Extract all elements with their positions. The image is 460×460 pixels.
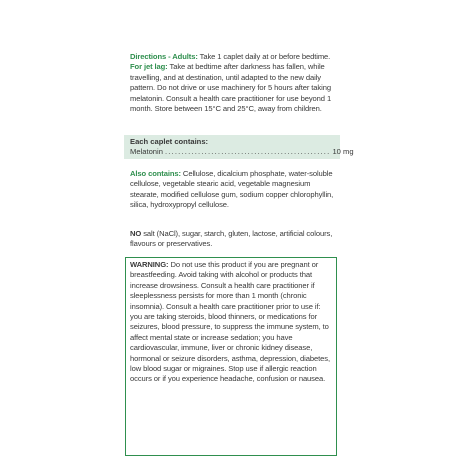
also-contains-text: Cellulose, dicalcium phosphate, water-soluble cellulose, vegetable stearic acid, vegetable magnesium stearate, modified cellulose gum, sodium copper chlorophyllin, silica, hydroxypropyl cellulose.: [130, 169, 334, 210]
also-contains-heading: Also contains:: [130, 169, 181, 178]
also-contains-paragraph: [130, 169, 336, 211]
warning-heading: WARNING:: [130, 260, 169, 269]
directions-text: Take 1 caplet daily at or before bedtime.: [197, 52, 331, 61]
free-from-heading: NO: [130, 229, 142, 238]
warning-paragraph: [130, 260, 334, 385]
ingredient-row: [130, 147, 354, 156]
warning-text: Do not use this product if you are pregnant or breastfeeding. Avoid taking with alcohol or products that increase drowsiness. Consult a health care practitioner if sleeplessness persists for more than 1 month (chronic insomnia). Consult a health care practitioner prior to use if: you are taking steroids, blood thinners, or medications for seizures, blood pressure, to suppress the immune system, to affect mental state or increase sedation; you have cardiovascular, immune, liver or chronic kidney disease, hormonal or seizure disorders, asthma, depression, diabetes, low blood sugar or migraines. Stop use if allergic reaction occurs or if you experience headache, confusion or nausea.: [130, 260, 330, 384]
jet-lag-heading: For jet lag:: [130, 62, 168, 72]
caplet-contents-band: [124, 135, 354, 159]
free-from-text: salt (NaCl), sugar, starch, gluten, lactose, artificial colours, flavours or preservatives.: [130, 229, 333, 249]
free-from-paragraph: [130, 229, 336, 250]
caplet-contents-title: Each caplet contains:: [130, 137, 209, 146]
directions-paragraph: [130, 52, 336, 114]
dot-leader: ..................................................: [164, 147, 331, 156]
warning-box: [125, 257, 337, 456]
jet-lag-text: Take at bedtime after darkness has fallen, while travelling, and at destination, until adapted to the new daily pattern. Do not drive or use machinery for 5 hours after taking melatonin. Consult a health care practitioner for use beyond 1 month. Store between 15°C and 25°C, away from children.: [130, 62, 332, 114]
ingredient-name: Melatonin: [130, 147, 163, 156]
directions-heading: Directions - Adults:: [130, 52, 198, 61]
ingredient-amount: 10 mg: [332, 147, 354, 156]
